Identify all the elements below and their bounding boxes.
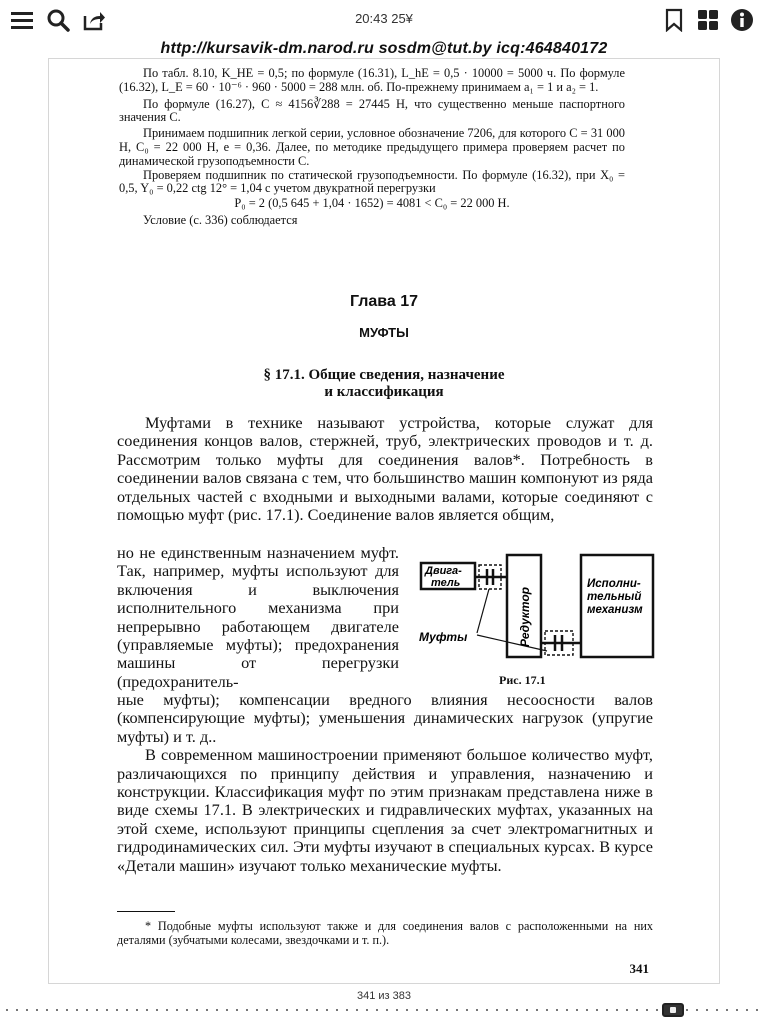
figure-17-1 [409, 547, 659, 687]
couplings-label: Муфты [419, 630, 468, 644]
engine-label-2: тель [431, 577, 461, 589]
paragraph: По формуле (16.27), C ≈ 4156∛288 = 27445 Н, что существенно меньше паспортного значения C. [119, 96, 625, 125]
paragraph: По табл. 8.10, K_HE = 0,5; по формуле (16.31), L_hE = 0,5 · 10000 = 5000 ч. По формуле (16.32), L_E = 60 · 10⁻⁶ · 960 · 5000 = 288 млн. об. По-прежнему принимаем a₁ = 1 и a₂ = 1. [119, 66, 625, 94]
status-time: 20:43 25¥ [355, 11, 413, 26]
chapter-subtitle: МУФТЫ [359, 325, 409, 340]
reducer-label: Редуктор [518, 586, 532, 647]
paragraph-text: ные муфты); компенсации вредного влияния несоосности валов (компенсирующие муфты); уменьшения динамических нагрузок (упругие муфты) и т. д.. [117, 690, 653, 746]
page-counter: 341 из 383 [356, 990, 411, 1002]
engine-label: Двига- [425, 565, 462, 577]
footnote: * Подобные муфты используют также и для соединения валов с расположенными на них деталями (зубчатыми колесами, звездочками и т. п.). [117, 919, 653, 947]
body-paragraph-narrow [117, 544, 399, 691]
page-progress-slider[interactable] [2, 1009, 766, 1011]
section-title-line-1: § 17.1. Общие сведения, назначение [263, 367, 505, 383]
section-title-line-2: и классификация [324, 384, 444, 400]
page-number: 341 [629, 961, 649, 976]
executive-label-2: тельный [587, 591, 642, 603]
paragraph-text: но не единственным назначением муфт. Так, например, муфты используют для включения и выключения исполнительного механизма при непрерывно работающем двигателе (управляемые муфты); предохранения машины от перегрузки (предохранитель- [117, 543, 399, 691]
top-text-block [119, 67, 625, 228]
reader-toolbar [0, 0, 768, 40]
grid-icon[interactable] [694, 6, 722, 34]
progress-thumb[interactable] [662, 1003, 684, 1017]
footnote-divider [117, 911, 175, 912]
body-paragraph-continuation [117, 691, 653, 875]
paragraph: Проверяем подшипник по статической грузоподъемности. По формуле (16.32), при X₀ = 0,5, Y₀ = 0,22 ctg 12° = 1,04 с учетом двукратной перегрузки [119, 167, 625, 196]
body-paragraph-1 [117, 414, 653, 524]
progress-dots [2, 1009, 766, 1011]
executive-label-1: Исполни- [587, 578, 641, 590]
paragraph: Условие (с. 336) соблюдается [143, 212, 298, 227]
paragraph-text: В современном машиностроении применяют большое количество муфт, различающихся по принципу действия и управления, назначению и конструкции. Классификация муфт по этим признакам представлена ниже в виде схемы 17.1. В электрических и гидравлических муфтах, указанных на этой схеме, используют принципы сцепления за счет электромагнитных и гидродинамических сил. Эти муфты изучают в специальных курсах. В курсе «Детали машин» изучают только механические муфты. [117, 745, 653, 875]
info-icon[interactable] [728, 6, 756, 34]
paragraph: Принимаем подшипник легкой серии, условное обозначение 7206, для которого C = 31 000 Н, C₀ = 22 000 Н, e = 0,36. Далее, по методике предыдущего примера проверяем расчет по динамической грузоподъемности C. [119, 126, 625, 168]
executive-label-3: механизм [587, 604, 643, 616]
page-header-line: http://kursavik-dm.narod.ru sosdm@tut.by icq:464840172 [160, 40, 608, 57]
figure-caption: Рис. 17.1 [499, 673, 546, 687]
coupling-diagram [409, 547, 659, 687]
formula: P₀ = 2 (0,5 645 + 1,04 · 1652) = 4081 < C₀ = 22 000 Н. [234, 196, 510, 211]
paragraph-text: Муфтами в технике называют устройства, которые служат для соединения концов валов, стержней, труб, электрических проводов и т. д. Рассмотрим только муфты для соединения валов*. Потребность в соединении валов связана с тем, что большинство машин компонуют из ряда отдельных частей с входными и выходными валами, которые соединяют с помощью муфт (рис. 17.1). Соединение валов является общим, [117, 413, 653, 525]
chapter-title: Глава 17 [349, 293, 419, 310]
book-page [48, 58, 720, 984]
bookmark-icon[interactable] [660, 6, 688, 34]
